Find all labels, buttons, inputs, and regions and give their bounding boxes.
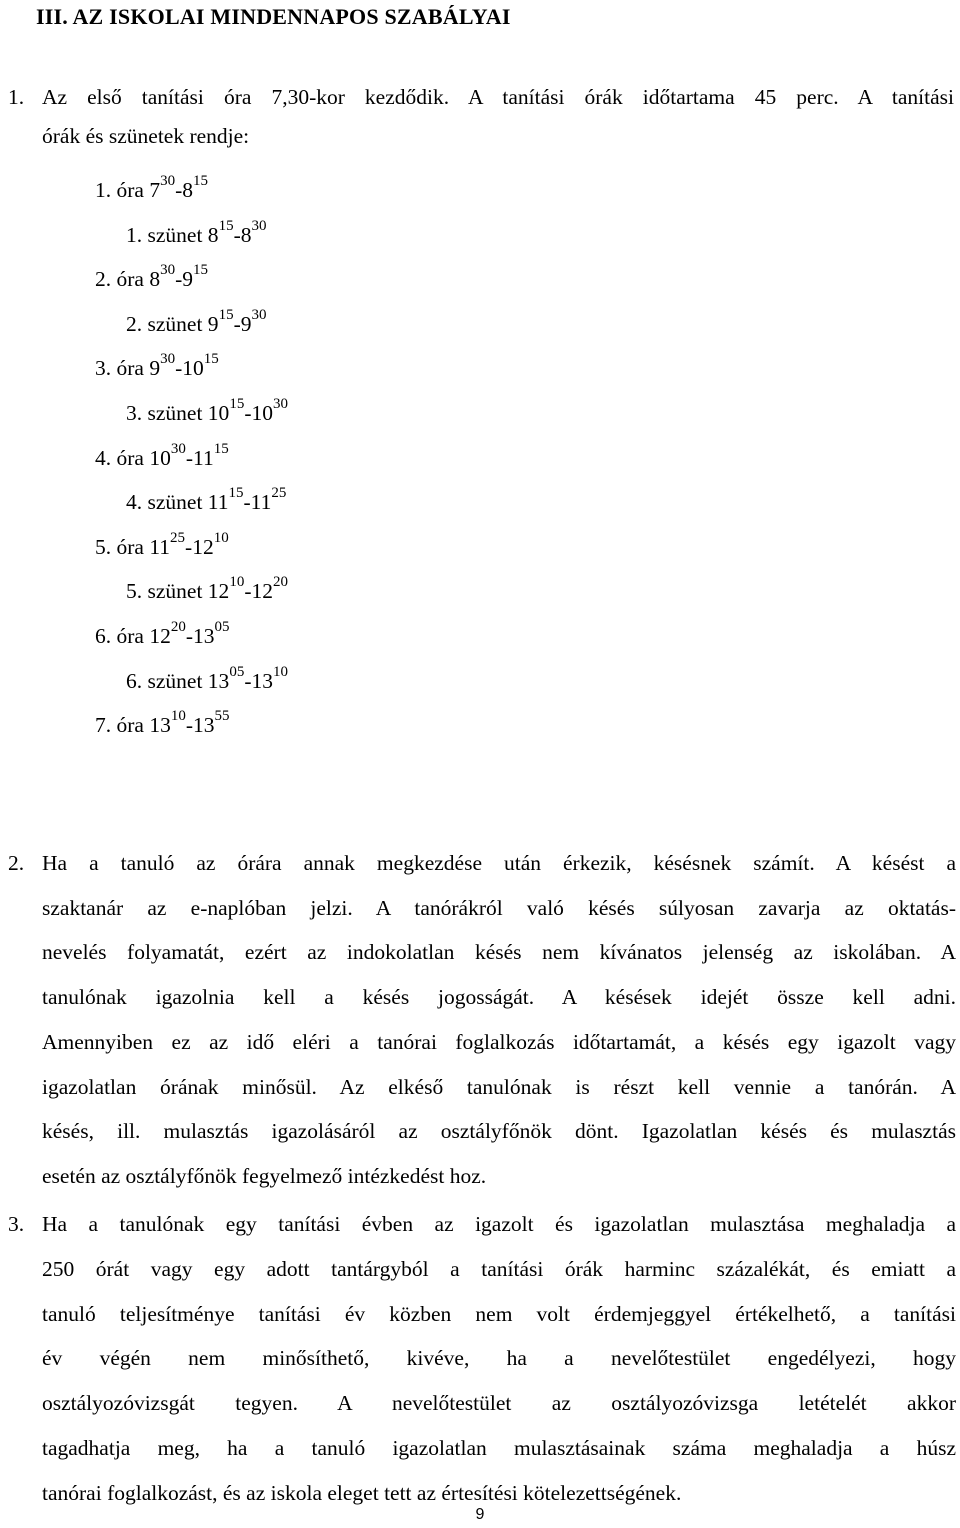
schedule-start-minutes: 25 bbox=[170, 529, 186, 546]
schedule-label: 2. szünet 9 bbox=[126, 312, 219, 336]
item-3-line: Ha a tanulónak egy tanítási évben az igazolt és igazolatlan mulasztása meghaladja a bbox=[42, 1212, 956, 1236]
page-number: 9 bbox=[475, 1506, 485, 1523]
schedule-end-minutes: 30 bbox=[251, 217, 267, 234]
schedule-break-row bbox=[126, 573, 288, 604]
schedule-end-minutes: 15 bbox=[203, 350, 219, 367]
schedule-end-minutes: 15 bbox=[193, 172, 208, 189]
schedule-start-minutes: 15 bbox=[218, 306, 234, 323]
item-3-line: tanuló teljesítménye tanítási év közben nem volt érdemjeggyel értékelhető, a tanítási bbox=[42, 1302, 956, 1326]
schedule-label: 3. óra 9 bbox=[95, 356, 161, 380]
schedule-lesson-row bbox=[95, 707, 230, 738]
schedule-lesson-row bbox=[95, 172, 208, 203]
item-3-line: tagadhatja meg, ha a tanuló igazolatlan mulasztásainak száma meghaladja a húsz bbox=[42, 1436, 956, 1460]
section-heading: III. AZ ISKOLAI MINDENNAPOS SZABÁLYAI bbox=[36, 4, 511, 29]
item-2-line: esetén az osztályfőnök fegyelmező intézkedést hoz. bbox=[42, 1164, 487, 1188]
schedule-label: 1. óra 7 bbox=[95, 178, 161, 202]
schedule-end-minutes: 15 bbox=[213, 440, 229, 457]
item-1-number: 1. bbox=[8, 85, 25, 109]
schedule-start-minutes: 30 bbox=[160, 261, 176, 278]
schedule-end-hour: -13 bbox=[185, 624, 215, 648]
item-2-number: 2. bbox=[8, 851, 25, 875]
item-2-line: Amennyiben ez az idő eléri a tanórai foglalkozás időtartamát, a késés egy igazolt vagy bbox=[42, 1030, 956, 1054]
schedule-label: 5. óra 11 bbox=[95, 535, 171, 559]
schedule-break-row bbox=[126, 395, 288, 426]
schedule-end-minutes: 15 bbox=[193, 261, 208, 278]
schedule-break-row bbox=[126, 484, 287, 515]
schedule-start-minutes: 10 bbox=[170, 707, 186, 724]
schedule-lesson-row bbox=[95, 261, 208, 292]
schedule-start-minutes: 15 bbox=[218, 217, 234, 234]
schedule-break-row bbox=[126, 663, 288, 694]
item-2-line: Ha a tanuló az órára annak megkezdése után érkezik, késésnek számít. A késést a bbox=[42, 851, 956, 875]
schedule-start-minutes: 30 bbox=[160, 172, 176, 189]
schedule-label: 1. szünet 8 bbox=[126, 223, 219, 247]
item-2-line: igazolatlan órának minősül. Az elkéső tanulónak is részt kell vennie a tanórán. A bbox=[42, 1075, 956, 1099]
schedule-end-minutes: 05 bbox=[214, 618, 230, 635]
schedule-start-minutes: 30 bbox=[170, 440, 186, 457]
schedule-end-minutes: 10 bbox=[272, 663, 288, 680]
schedule-end-hour: -11 bbox=[243, 490, 272, 514]
schedule-break-row bbox=[126, 217, 267, 248]
schedule-end-hour: -12 bbox=[244, 579, 273, 603]
schedule-end-minutes: 20 bbox=[272, 573, 288, 590]
schedule-end-hour: -10 bbox=[244, 401, 273, 425]
item-3-line: 250 órát vagy egy adott tantárgyból a tanítási órák harminc százalékát, és emiatt a bbox=[42, 1257, 956, 1281]
schedule-label: 7. óra 13 bbox=[95, 713, 171, 737]
schedule-label: 5. szünet 12 bbox=[126, 579, 230, 603]
schedule-label: 4. szünet 11 bbox=[126, 490, 229, 514]
item-2-line: szaktanár az e-naplóban jelzi. A tanórákról való késés súlyosan zavarja az oktatás- bbox=[42, 896, 956, 920]
schedule-end-hour: -13 bbox=[185, 713, 215, 737]
schedule-start-minutes: 30 bbox=[160, 350, 176, 367]
schedule-lesson-row bbox=[95, 529, 229, 560]
schedule-lesson-row bbox=[95, 440, 229, 471]
item-2-line: nevelés folyamatát, ezért az indokolatlan késés nem kívánatos jelenség az iskolában. A bbox=[42, 940, 956, 964]
schedule-start-minutes: 15 bbox=[229, 395, 245, 412]
schedule-end-hour: -11 bbox=[185, 446, 214, 470]
schedule-end-hour: -10 bbox=[175, 356, 204, 380]
item-2-line: késés, ill. mulasztás igazolásáról az osztályfőnök dönt. Igazolatlan késés és mulasztás bbox=[42, 1119, 956, 1143]
item-3-line: tanórai foglalkozást, és az iskola eleget tett az értesítési kötelezettségének. bbox=[42, 1481, 682, 1505]
item-3-number: 3. bbox=[8, 1212, 25, 1236]
item-3-line: év végén nem minősíthető, kivéve, ha a nevelőtestület engedélyezi, hogy bbox=[42, 1346, 956, 1370]
schedule-end-hour: -8 bbox=[233, 223, 252, 247]
item-3-line: osztályozóvizsgát tegyen. A nevelőtestület az osztályozóvizsga letételét akkor bbox=[42, 1391, 956, 1415]
schedule-end-hour: -13 bbox=[244, 669, 273, 693]
schedule-end-hour: -9 bbox=[233, 312, 252, 336]
schedule-end-minutes: 55 bbox=[214, 707, 230, 724]
item-1-line-2: órák és szünetek rendje: bbox=[42, 124, 250, 148]
schedule-start-minutes: 20 bbox=[170, 618, 186, 635]
schedule-label: 4. óra 10 bbox=[95, 446, 171, 470]
schedule-label: 3. szünet 10 bbox=[126, 401, 230, 425]
schedule-label: 6. szünet 13 bbox=[126, 669, 230, 693]
schedule-end-minutes: 25 bbox=[271, 484, 287, 501]
item-2-line: tanulónak igazolnia kell a késés jogosságát. A késések idejét össze kell adni. bbox=[42, 985, 956, 1009]
schedule-start-minutes: 10 bbox=[229, 573, 245, 590]
item-1-line-1: Az első tanítási óra 7,30-kor kezdődik. A tanítási órák időtartama 45 perc. A tanítási bbox=[42, 85, 954, 109]
schedule-end-minutes: 30 bbox=[251, 306, 267, 323]
schedule-label: 2. óra 8 bbox=[95, 267, 161, 291]
schedule-end-hour: -12 bbox=[185, 535, 214, 559]
schedule-lesson-row bbox=[95, 350, 219, 381]
schedule-break-row bbox=[126, 306, 267, 337]
schedule-start-minutes: 15 bbox=[228, 484, 244, 501]
schedule-lesson-row bbox=[95, 618, 230, 649]
schedule-end-hour: -9 bbox=[175, 267, 193, 291]
schedule-label: 6. óra 12 bbox=[95, 624, 171, 648]
schedule-end-minutes: 30 bbox=[272, 395, 288, 412]
schedule-end-hour: -8 bbox=[175, 178, 193, 202]
schedule-end-minutes: 10 bbox=[213, 529, 229, 546]
schedule-start-minutes: 05 bbox=[229, 663, 245, 680]
